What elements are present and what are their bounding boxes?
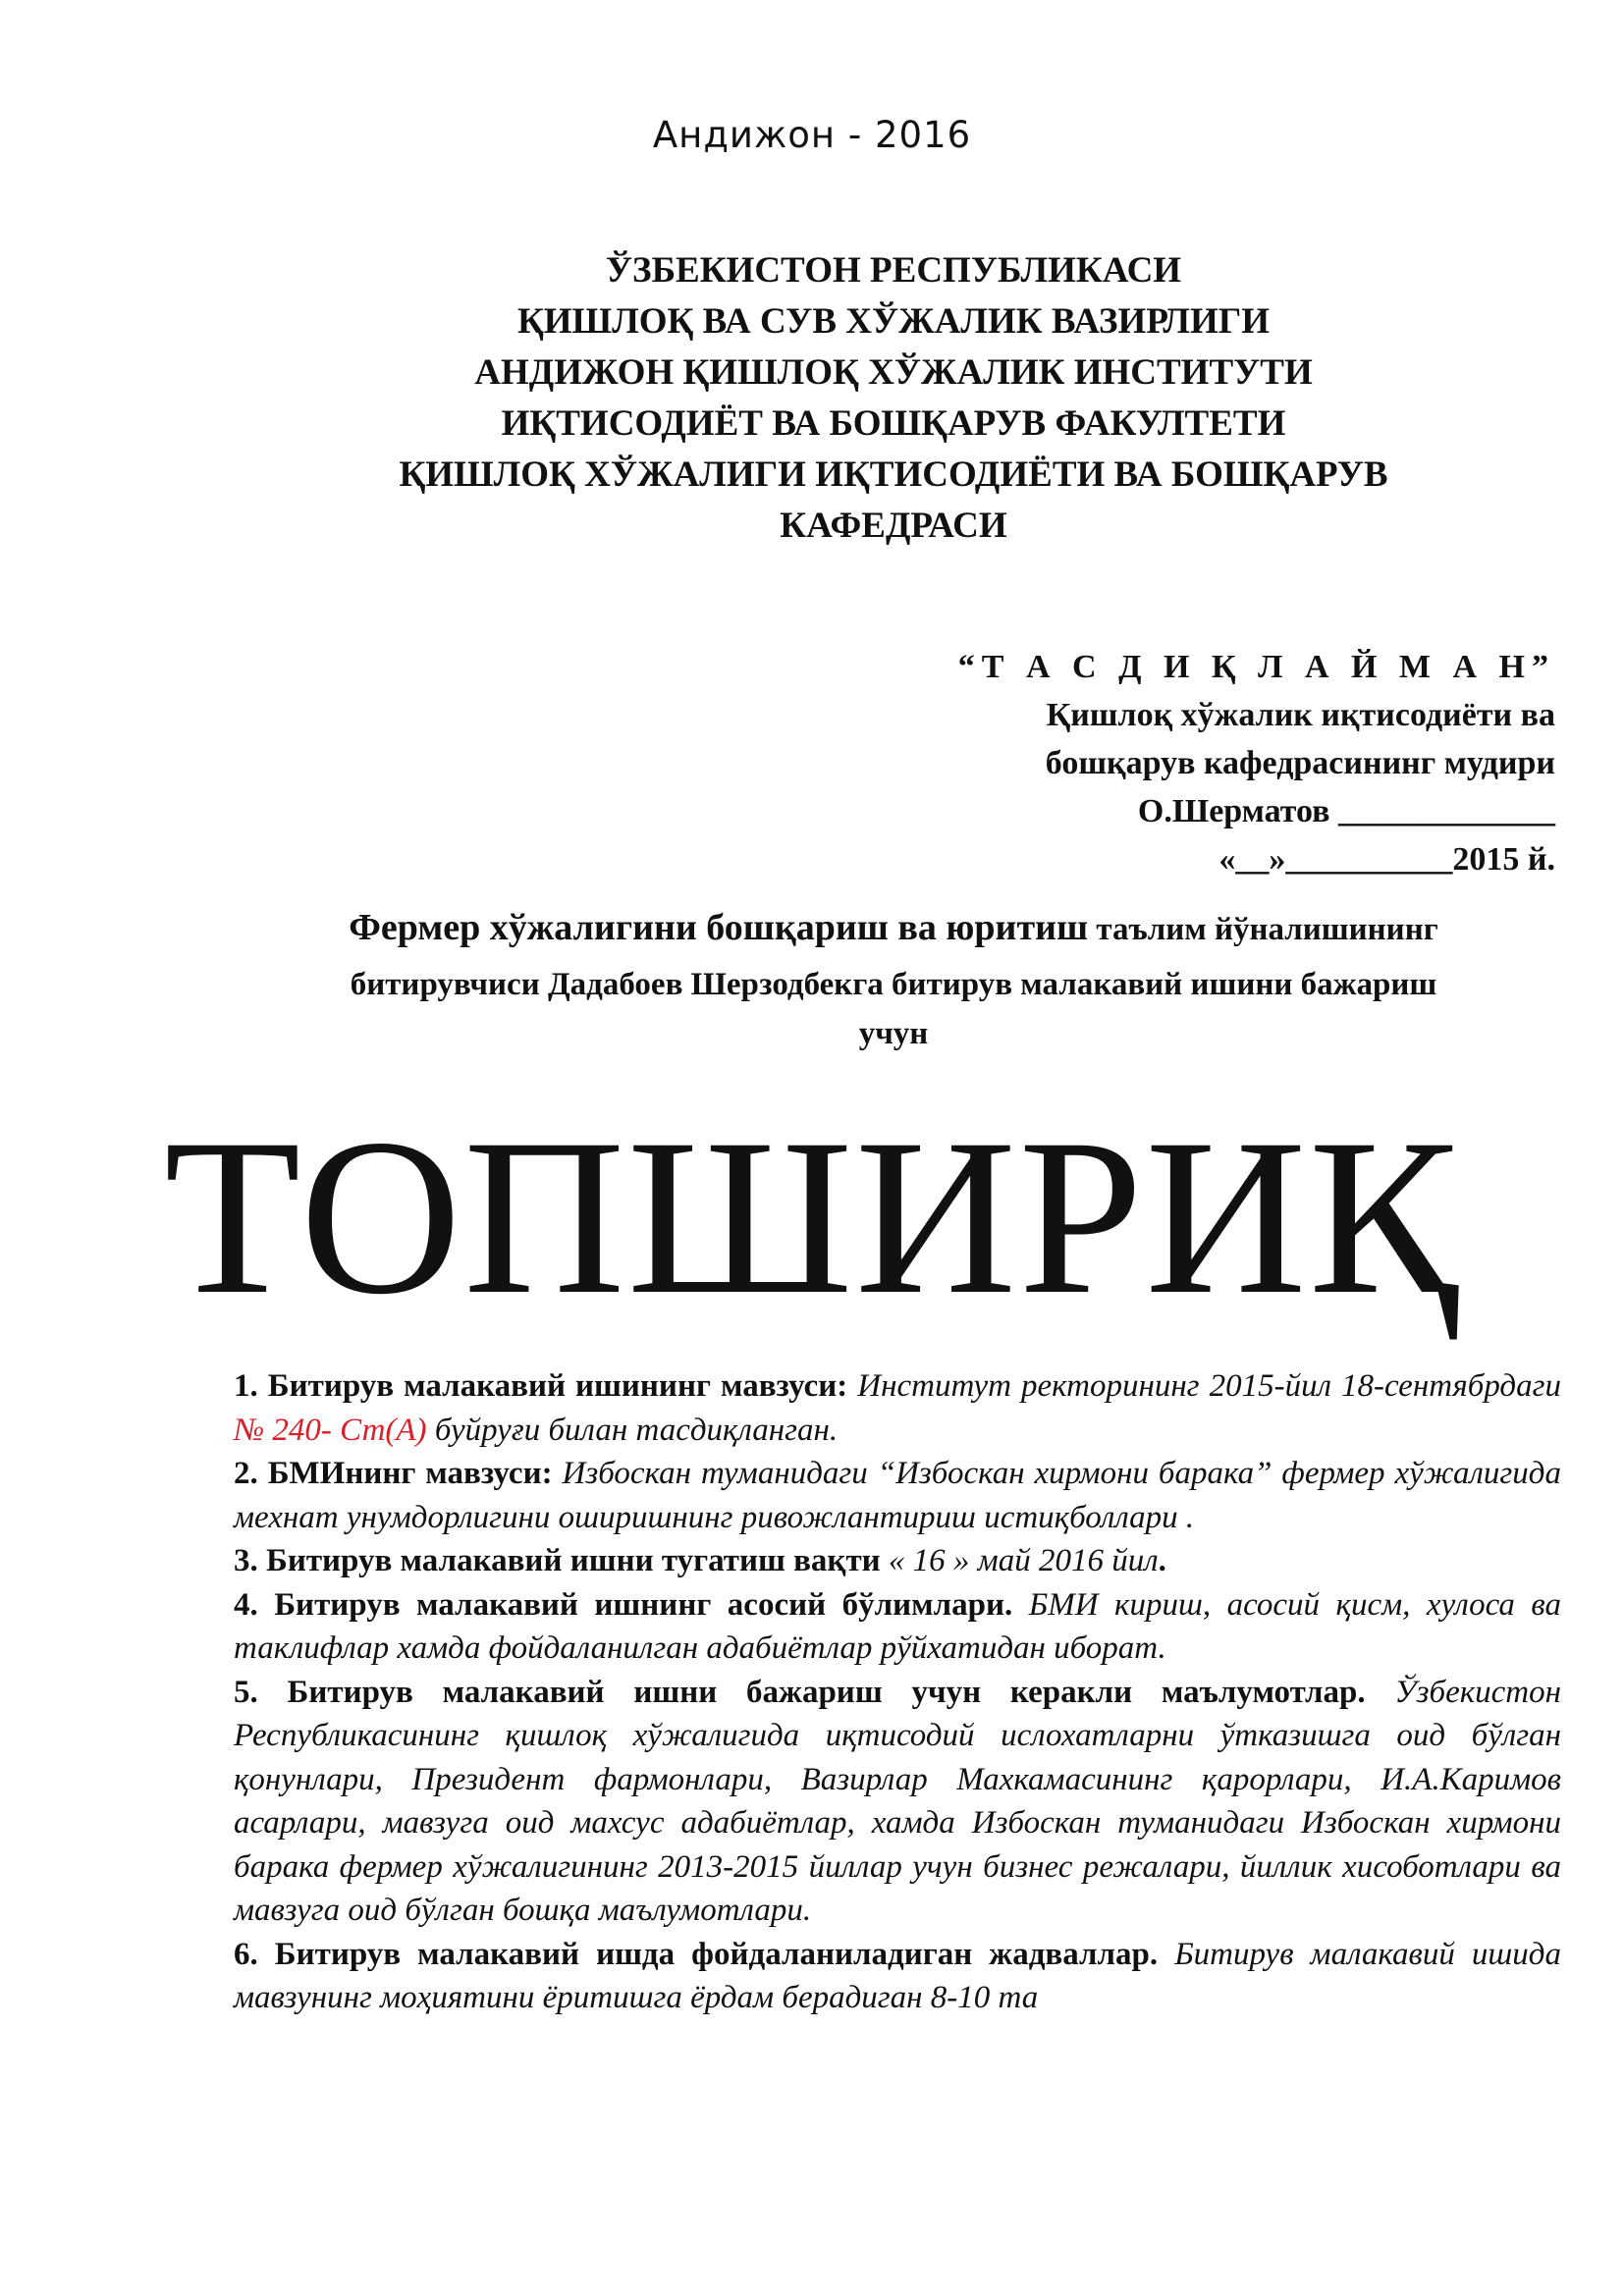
header-line-ministry: ҚИШЛОҚ ВА СУВ ХЎЖАЛИК ВАЗИРЛИГИ — [516, 301, 1271, 342]
task-item-4 — [234, 1583, 1561, 1671]
approval-line-1: Қишлоқ хўжалик иқтисодиёти ва — [1046, 697, 1555, 733]
task-item-6-text: Битирув малакавий ишида мавзунинг моҳиятини ёритишга ёрдам берадиган 8-10 та — [234, 1936, 1561, 2015]
document-title: ТОПШИРИҚ — [164, 1094, 1460, 1341]
assignment-program: Фермер хўжалигини бошқариш ва юритиш — [349, 907, 1089, 948]
header-line-department: ҚИШЛОҚ ХЎЖАЛИГИ ИҚТИСОДИЁТИ ВА БОШҚАРУВ — [399, 454, 1388, 495]
task-item-1-text-end: буйруғи билан тасдиқланган. — [426, 1412, 839, 1448]
task-item-5-text: Ўзбекистон Республикасининг қишлоқ хўжалигида иқтисодий ислохатларни ўтказишга оид бўлган қонунлари, Президент фармонлари, Вазирлар Махкамасининг қарорлари, И.А.Каримов асарлари, мавзуга оид махсус адабиётлар, хамда Избоскан туманидаги Избоскан хирмони барака фермер хўжалигининг 2013-2015 йиллар учун бизнес режалари, йиллик хисоботлари ва мавзуга оид бўлган бошқа маълумотлари. — [234, 1674, 1562, 1928]
task-item-2 — [234, 1452, 1561, 1539]
assignment-line-1 — [236, 903, 1551, 960]
order-number: № 240- Ст(А) — [234, 1412, 427, 1448]
task-item-4-label: 4. Битирув малакавий ишнинг асосий бўлимлари. — [234, 1586, 1013, 1623]
approval-line-2: бошқарув кафедрасининг мудири — [1045, 745, 1555, 781]
task-item-3-label: 3. Битирув малакавий ишни тугатиш вақти — [234, 1543, 881, 1578]
task-item-2-text: Избоскан туманидаги “Избоскан хирмони барака” фермер хўжалигида мехнат унумдорлигини оширишнинг ривожлантириш истиқболлари . — [234, 1456, 1562, 1535]
task-item-5 — [234, 1671, 1561, 1933]
task-item-3-end: . — [1158, 1543, 1166, 1578]
city-year: Андижон - 2016 — [652, 114, 972, 156]
header-line-country: ЎЗБЕКИСТОН РЕСПУБЛИКАСИ — [605, 250, 1182, 291]
assignment-line-3: учун — [858, 1016, 929, 1051]
task-item-4-text: БМИ кириш, асосий қисм, хулоса ва таклифлар хамда фойдаланилган адабиётлар рўйхатидан иборат. — [234, 1586, 1561, 1666]
task-item-1-label: 1. Битирув малакавий ишининг мавзуси: — [234, 1368, 848, 1404]
approval-date-line: «__»__________2015 й. — [1218, 841, 1555, 878]
assignment-line-2: битирувчиси Дадабоев Шерзодбекга битирув малакавий ишини бажариш — [350, 967, 1437, 1002]
approval-signature-line: О.Шерматов _____________ — [1137, 793, 1555, 829]
task-item-6 — [234, 1933, 1561, 2020]
task-item-1 — [234, 1364, 1561, 1452]
task-item-3 — [234, 1539, 1561, 1583]
approval-block — [672, 643, 1555, 883]
assignment-heading — [236, 903, 1551, 1058]
task-list — [234, 1364, 1561, 2020]
header-line-institute: АНДИЖОН ҚИШЛОҚ ХЎЖАЛИК ИНСТИТУТИ — [474, 352, 1313, 393]
approval-title: “Т А С Д И Қ Л А Й М А Н” — [957, 649, 1555, 685]
task-item-2-label: 2. БМИнинг мавзуси: — [234, 1456, 553, 1491]
task-item-5-label: 5. Битирув малакавий ишни бажариш учун керакли маълумотлар. — [234, 1674, 1366, 1710]
header-line-department-end: КАФЕДРАСИ — [780, 506, 1007, 546]
task-item-3-text: « 16 » май 2016 йил — [880, 1543, 1159, 1578]
task-item-1-text: Институт ректорининг 2015-йил 18-сентябрдаги — [847, 1368, 1562, 1404]
institution-header — [236, 245, 1551, 552]
header-line-faculty: ИҚТИСОДИЁТ ВА БОШҚАРУВ ФАКУЛТЕТИ — [501, 403, 1286, 444]
assignment-program-suffix: таълим йўналишининг — [1088, 912, 1438, 947]
task-item-6-label: 6. Битирув малакавий ишда фойдаланиладиган жадваллар. — [234, 1936, 1159, 1972]
